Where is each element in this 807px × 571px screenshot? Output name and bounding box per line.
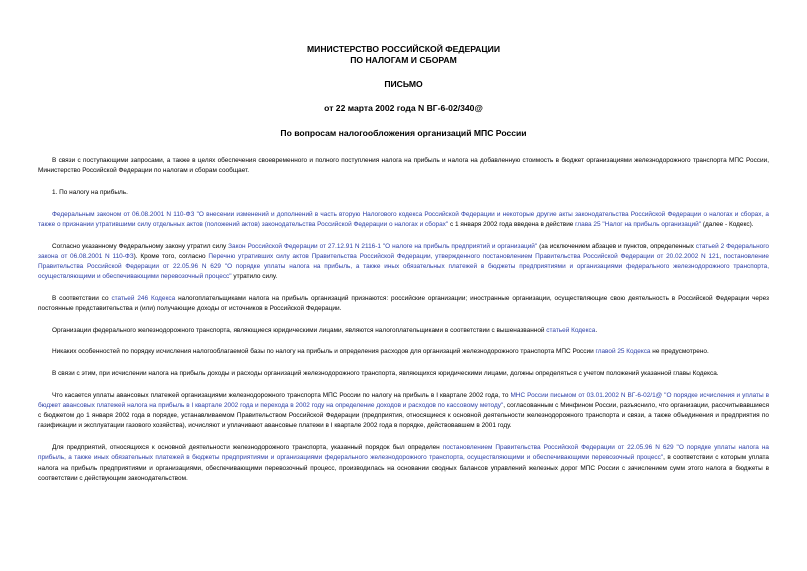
- paragraph-federal-law: [38, 210, 769, 230]
- paragraph-text: Что касается уплаты авансовых платежей организациями железнодорожного транспорта МПС России по налогу на прибыль в I квартале 2002 года, то: [52, 391, 511, 399]
- document-header: [38, 44, 769, 114]
- paragraph-text: В связи с этим, при исчислении налога на прибыль доходы и расходы организаций железнодорожного транспорта, являющихся юридическими лицами, должны определяться с учетом положений указанной главы Кодекса.: [52, 370, 719, 378]
- link-resolution-629[interactable]: постановление Правительства Российской Федерации от 22.05.96 N 629 "О порядке уплаты налога на прибыль, а также иных обязательных платежей в бюджеты предприятиями и организациями федерального железнодорожного транспорта, осуществляющими и обеспечивающими перевозочный процесс": [38, 252, 769, 281]
- paragraph-income-expenses: [38, 369, 769, 379]
- link-federal-law-110fz[interactable]: Федеральным законом от 06.08.2001 N 110-ФЗ "О внесении изменений и дополнений в часть вторую Налогового кодекса Российской Федерации и некоторые другие акты законодательства Российской Федерации о налогах и сборах, а также о признании утратившими силу отдельных актов (положений актов) законодательства Российской Федерации о налогах и сборах": [38, 210, 769, 228]
- paragraph-text: .: [595, 326, 598, 334]
- paragraph-intro: [38, 156, 769, 176]
- paragraph-advance-payments: [38, 391, 769, 432]
- link-law-2116-1[interactable]: Закон Российской Федерации от 27.12.91 N 2116-1 "О налоге на прибыль предприятий и организаций": [228, 242, 538, 250]
- paragraph-text: , в соответствии с которым уплата налога на прибыль предприятиями и организациями, обеспечивающими перевозочный процесс, производилась на основании сводных балансов управлений железных дорог МПС России с зачислением сумм этого налога в бюджеты в соответствии с действующим законодательством.: [38, 454, 769, 482]
- paragraph-repealed-acts: [38, 242, 769, 283]
- link-mns-letter-vg-6-02-1[interactable]: МНС России письмом от 03.01.2002 N ВГ-6-02/1@ "О порядке исчисления и уплаты в бюджет авансовых платежей налога на прибыль в I квартале 2002 года и перехода в 2002 году на определение доходов и расходов по кассовому методу": [38, 391, 769, 410]
- link-article-246[interactable]: статьей 246 Кодекса: [111, 294, 176, 302]
- link-resolution-629-procedure[interactable]: постановлением Правительства Российской Федерации от 22.05.96 N 629 "О порядке уплаты налога на прибыль, а также иных обязательных платежей в бюджеты предприятиями и организациями федерального железнодорожного транспорта, осуществляющими и обеспечивающими перевозочный процесс": [38, 444, 769, 462]
- paragraph-railway-procedure: [38, 443, 769, 484]
- paragraph-taxpayers: [38, 326, 769, 336]
- paragraph-text: 1. По налогу на прибыль.: [52, 188, 128, 196]
- paragraph-section-1: [38, 188, 769, 198]
- paragraph-text: (за исключением абзацев и пунктов, определенных: [537, 242, 696, 250]
- paragraph-text: ,: [719, 252, 724, 260]
- ministry-name-line1: МИНИСТЕРСТВО РОССИЙСКОЙ ФЕДЕРАЦИИ: [306, 44, 501, 54]
- paragraph-text: ). Кроме того, согласно: [133, 252, 209, 260]
- document-type: ПИСЬМО: [384, 79, 423, 89]
- paragraph-text: Для предприятий, относящихся к основной деятельности железнодорожного транспорта, указанный порядок был определен: [52, 444, 443, 452]
- paragraph-no-special-rules: [38, 347, 769, 357]
- document-page: [38, 44, 769, 495]
- paragraph-text: Согласно указанному Федеральному закону утратил силу: [52, 242, 229, 250]
- link-article-2-law-110fz[interactable]: статьей 2 Федерального закона от 06.08.2001 N 110-ФЗ: [38, 242, 770, 260]
- paragraph-text: В связи с поступающими запросами, а также в целях обеспечения своевременного и полного поступления налога на прибыль и налога на добавленную стоимость в бюджет организациями железнодорожного транспорта МПС России, Министерство Российской Федерации по налогам и сборам сообщает.: [38, 157, 769, 175]
- paragraph-text: Организации федерального железнодорожного транспорта, являющиеся юридическими лицами, являются налогоплательщиками в соответствии с вышеназванной: [52, 326, 547, 334]
- link-chapter-25-code[interactable]: главой 25 Кодекса: [595, 348, 651, 356]
- paragraph-text: Никаких особенностей по порядку исчисления налогооблагаемой базы по налогу на прибыль и определения расходов для организаций железнодорожного транспорта МПС России: [52, 348, 596, 356]
- paragraph-text: с 1 января 2002 года введена в действие: [448, 220, 576, 228]
- ministry-name-line2: ПО НАЛОГАМ И СБОРАМ: [350, 55, 457, 65]
- paragraph-text: , согласованным с Минфином России, разъяснило, что организации, рассчитывавшиеся с бюджетом до 1 января 2002 года в порядке, устанавливаемом Правительством Российской Федерации (предприятия, относящиеся к основной деятельности железнодорожного транспорта и связи, а также объединения и предприятия по газификации и эксплуатации газового хозяйства), исчисляют и уплачивают авансовые платежи в I квартале 2002 года в порядке, действовавшем в 2001 году.: [38, 402, 769, 430]
- paragraph-text: (далее - Кодекс).: [701, 220, 754, 228]
- paragraph-text: утратило силу.: [231, 273, 278, 281]
- document-date-number: от 22 марта 2002 года N ВГ-6-02/340@: [324, 103, 483, 113]
- paragraph-article-246: [38, 294, 769, 314]
- link-code-article[interactable]: статьей Кодекса: [546, 326, 596, 334]
- paragraph-text: В соответствии со: [52, 294, 112, 302]
- document-subject: По вопросам налогообложения организаций МПС России: [280, 128, 527, 138]
- paragraph-text: налогоплательщиками налога на прибыль организаций признаются: российские организации; иностранные организации, осуществляющие свою деятельность в Российской Федерации через постоянные представительства и (или) получающие доходы от источников в Российской Федерации.: [38, 294, 769, 313]
- paragraph-text: не предусмотрено.: [650, 348, 709, 356]
- link-list-repealed-acts-121[interactable]: Перечню утративших силу актов Правительства Российской Федерации, утвержденного постановлением Правительства Российской Федерации от 20.02.2002 N 121: [208, 252, 720, 260]
- document-body: [38, 156, 769, 484]
- link-chapter-25[interactable]: глава 25 "Налог на прибыль организаций": [575, 220, 702, 228]
